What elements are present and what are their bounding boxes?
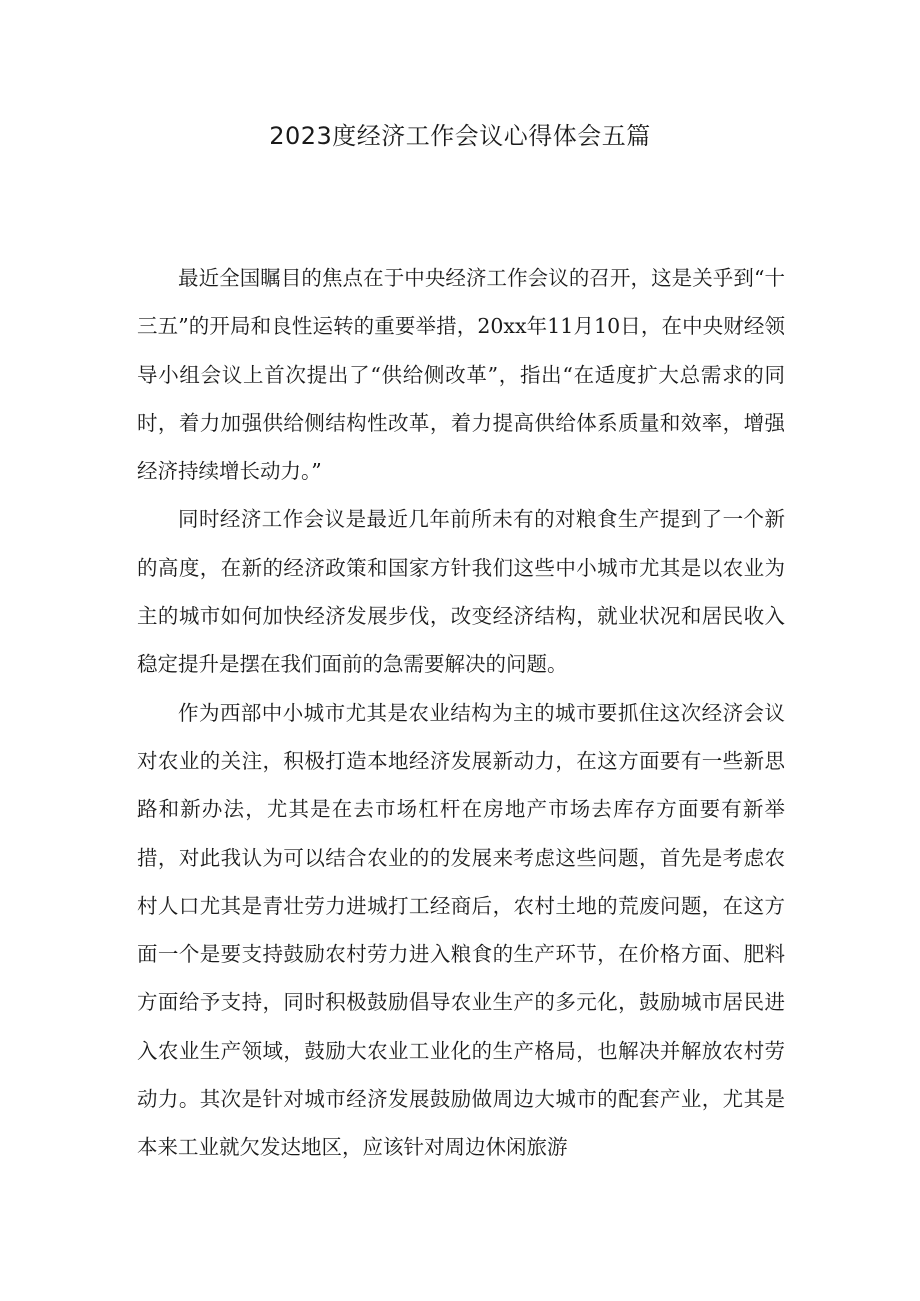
paragraph-2: 同时经济工作会议是最近几年前所未有的对粮食生产提到了一个新的高度，在新的经济政策和国家方针我们这些中小城市尤其是以农业为主的城市如何加快经济发展步伐，改变经济结构，就业状况和居民收入稳定提升是摆在我们面前的急需要解决的问题。 xyxy=(137,507,785,677)
paragraph-1: 最近全国瞩目的焦点在于中央经济工作会议的召开，这是关乎到“十三五”的开局和良性运转的重要举措，20xx年11月10日，在中央财经领导小组会议上首次提出了“供给侧改革”，指出“在适度扩大总需求的同时，着力加强供给侧结构性改革，着力提高供给体系质量和效率，增强经济持续增长动力。” xyxy=(137,266,785,484)
paragraph-3: 作为西部中小城市尤其是农业结构为主的城市要抓住这次经济会议对农业的关注，积极打造本地经济发展新动力，在这方面要有一些新思路和新办法，尤其是在去市场杠杆在房地产市场去库存方面要有新举措，对此我认为可以结合农业的的发展来考虑这些问题，首先是考虑农村人口尤其是青壮劳力进城打工经商后，农村土地的荒废问题，在这方面一个是要支持鼓励农村劳力进入粮食的生产环节，在价格方面、肥料方面给予支持，同时积极鼓励倡导农业生产的多元化，鼓励城市居民进入农业生产领域，鼓励大农业工业化的生产格局，也解决并解放农村劳动力。其次是针对城市经济发展鼓励做周边大城市的配套产业，尤其是本来工业就欠发达地区，应该针对周边休闲旅游 xyxy=(137,700,785,1160)
document-title: 2023度经济工作会议心得体会五篇 xyxy=(269,122,651,150)
document-body xyxy=(137,254,785,1172)
